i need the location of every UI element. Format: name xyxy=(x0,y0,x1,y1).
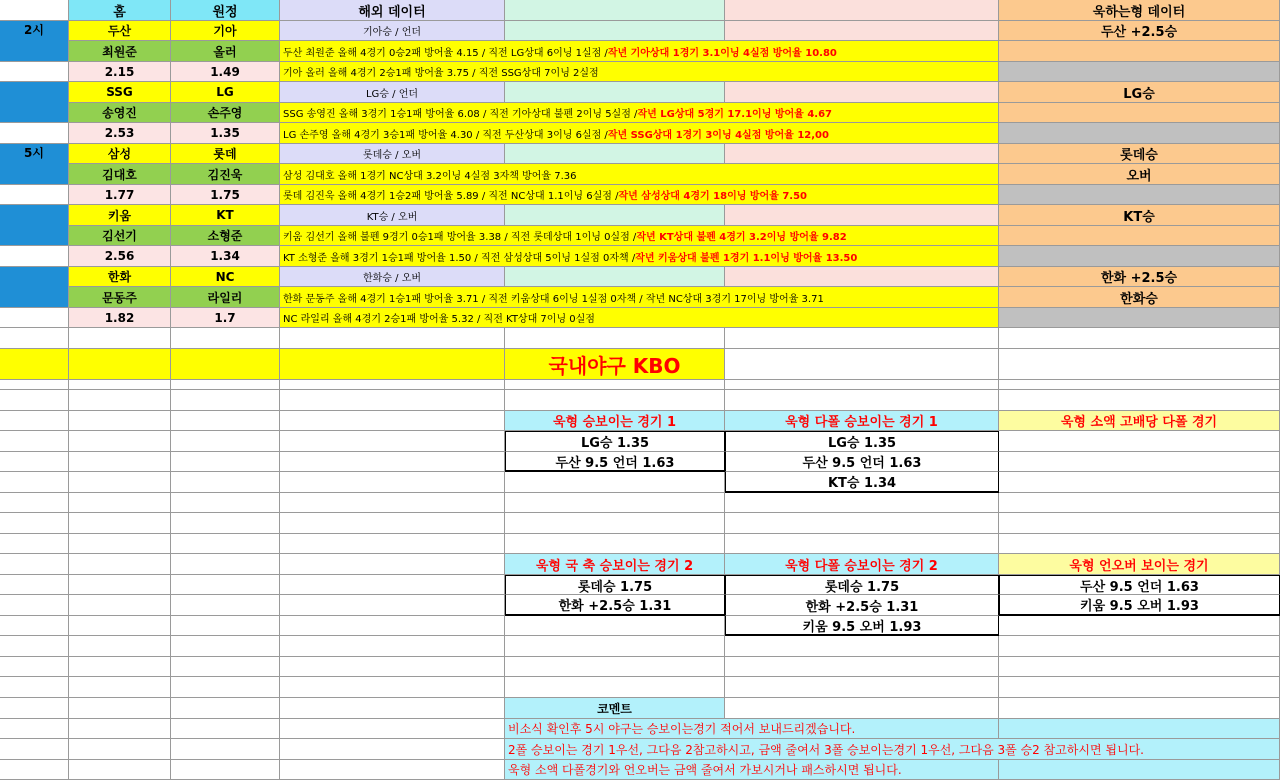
home-pitcher-desc: SSG 송영진 올해 3경기 1승1패 방어율 6.08 / 직전 기아상대 불펜 2이닝 5실점 / xyxy=(283,109,638,120)
home-team[interactable]: 삼성 xyxy=(69,144,171,164)
empty-cell xyxy=(0,739,69,760)
home-pitcher: 김선기 xyxy=(69,226,171,246)
wook-data-extra: 오버 xyxy=(999,164,1280,185)
empty-cell xyxy=(69,452,171,472)
empty-cell xyxy=(0,698,69,719)
away-pitcher: 손주영 xyxy=(171,103,280,123)
empty-cell xyxy=(505,493,725,513)
empty-cell xyxy=(505,144,725,164)
away-team[interactable]: NC xyxy=(171,267,280,287)
away-pitcher-desc: 롯데 김진욱 올해 4경기 1승2패 방어율 5.89 / 직전 NC상대 1.1이닝 6실점 / xyxy=(283,191,619,202)
empty-cell xyxy=(171,739,280,760)
empty-cell xyxy=(505,390,725,411)
home-pitcher-desc-highlight: 작년 LG상대 5경기 17.1이닝 방어율 4.67 xyxy=(637,109,832,120)
empty-cell xyxy=(171,431,280,452)
empty-cell xyxy=(505,636,725,657)
home-pitcher-desc-highlight: 작년 KT상대 불펜 4경기 3.2이닝 방어율 9.82 xyxy=(636,232,847,243)
gray-cell xyxy=(999,246,1280,267)
pick-block-title: 욱형 승보이는 경기 1 xyxy=(505,411,725,431)
empty-cell xyxy=(0,534,69,554)
empty-cell xyxy=(69,657,171,677)
empty-cell xyxy=(69,719,171,739)
header-col5 xyxy=(505,0,725,21)
empty-cell xyxy=(725,349,999,380)
empty-cell xyxy=(505,21,725,41)
empty-cell xyxy=(999,698,1280,719)
game-time: 5시 xyxy=(0,144,69,185)
empty-cell xyxy=(171,411,280,431)
empty-cell xyxy=(505,657,725,677)
empty-cell xyxy=(999,636,1280,657)
away-pitcher: 라일리 xyxy=(171,287,280,308)
empty-cell xyxy=(999,657,1280,677)
away-pitcher-desc-highlight: 작년 삼성상대 4경기 18이닝 방어율 7.50 xyxy=(618,191,808,202)
empty-cell xyxy=(171,349,280,380)
home-pitcher-stats xyxy=(280,41,999,62)
away-team[interactable]: 기아 xyxy=(171,21,280,41)
empty-cell xyxy=(171,595,280,616)
empty-cell xyxy=(0,185,69,205)
comment-label: 코멘트 xyxy=(505,698,725,719)
home-pitcher: 문동주 xyxy=(69,287,171,308)
empty-cell xyxy=(725,328,999,349)
empty-cell xyxy=(171,493,280,513)
comment-line: 2폴 승보이는 경기 1우선, 그다음 2참고하시고, 금액 줄여서 3폴 승보이는경기 1우선, 그다음 3폴 승2 참고하시면 됩니다. xyxy=(505,739,1280,760)
gray-cell xyxy=(999,123,1280,144)
empty-cell xyxy=(999,719,1280,739)
empty-cell xyxy=(69,328,171,349)
empty-cell xyxy=(0,616,69,636)
away-pitcher: 김진욱 xyxy=(171,164,280,185)
empty-cell xyxy=(171,534,280,554)
home-odds: 1.82 xyxy=(69,308,171,328)
header-wook-data: 욱하는형 데이터 xyxy=(999,0,1280,21)
empty-cell xyxy=(280,472,505,493)
empty-cell xyxy=(171,760,280,780)
away-pitcher-desc: KT 소형준 올해 3경기 1승1패 방어율 1.50 / 직전 삼성상대 5이닝 1실점 0자책 / xyxy=(283,252,636,264)
empty-cell xyxy=(280,595,505,616)
empty-cell xyxy=(171,575,280,595)
empty-cell xyxy=(999,349,1280,380)
empty-cell xyxy=(0,390,69,411)
empty-cell xyxy=(171,390,280,411)
home-odds: 1.77 xyxy=(69,185,171,205)
empty-cell xyxy=(505,677,725,698)
corner-cell xyxy=(0,0,69,21)
home-pitcher-stats xyxy=(280,287,999,308)
wook-data-extra: 한화승 xyxy=(999,287,1280,308)
empty-cell xyxy=(280,452,505,472)
empty-cell xyxy=(0,677,69,698)
empty-cell xyxy=(0,431,69,452)
comment-line: 비소식 확인후 5시 야구는 승보이는경기 적어서 보내드리겠습니다. xyxy=(505,719,999,739)
empty-cell xyxy=(280,616,505,636)
empty-cell xyxy=(280,575,505,595)
home-pitcher: 최원준 xyxy=(69,41,171,62)
header-col6 xyxy=(725,0,999,21)
wook-pick: KT승 xyxy=(999,205,1280,226)
pick-item[interactable]: 두산 9.5 언더 1.63 xyxy=(725,452,999,472)
pick-item[interactable]: 한화 +2.5승 1.31 xyxy=(505,595,725,616)
pick-block-title: 욱형 다폴 승보이는 경기 1 xyxy=(725,411,999,431)
pick-item[interactable]: 롯데승 1.75 xyxy=(725,575,999,595)
pick-block-title: 욱형 언오버 보이는 경기 xyxy=(999,554,1280,575)
away-pitcher-desc-highlight: 작년 키움상대 불펜 1경기 1.1이닝 방어율 13.50 xyxy=(635,252,858,264)
empty-cell xyxy=(280,431,505,452)
home-pitcher-stats xyxy=(280,226,999,246)
empty-cell xyxy=(725,144,999,164)
pick-item[interactable]: 두산 9.5 언더 1.63 xyxy=(999,575,1280,595)
away-pitcher-stats xyxy=(280,246,999,267)
game-time xyxy=(0,82,69,123)
empty-cell xyxy=(999,493,1280,513)
pick-item[interactable]: 두산 9.5 언더 1.63 xyxy=(505,452,725,472)
empty-cell xyxy=(0,719,69,739)
empty-cell xyxy=(0,472,69,493)
empty-cell xyxy=(280,554,505,575)
pick-item[interactable]: 키움 9.5 오버 1.93 xyxy=(725,616,999,636)
away-odds: 1.49 xyxy=(171,62,280,82)
away-pitcher-stats xyxy=(280,308,999,328)
empty-cell xyxy=(69,349,171,380)
empty-cell xyxy=(280,739,505,760)
empty-cell xyxy=(999,677,1280,698)
empty-cell xyxy=(999,390,1280,411)
empty-cell xyxy=(171,472,280,493)
wook-pick: 두산 +2.5승 xyxy=(999,21,1280,41)
empty-cell xyxy=(280,493,505,513)
empty-cell xyxy=(0,411,69,431)
empty-cell xyxy=(280,390,505,411)
pick-item[interactable]: LG승 1.35 xyxy=(725,431,999,452)
empty-cell xyxy=(69,390,171,411)
header-overseas: 해외 데이터 xyxy=(280,0,505,21)
home-pitcher-desc: 삼성 김대호 올해 1경기 NC상대 3.2이닝 4실점 3자책 방어율 7.36 xyxy=(283,170,577,182)
pick-block-title: 욱형 소액 고배당 다폴 경기 xyxy=(999,411,1280,431)
overseas-pick: LG승 / 언더 xyxy=(280,82,505,103)
empty-cell xyxy=(69,595,171,616)
home-team[interactable]: 한화 xyxy=(69,267,171,287)
gray-cell xyxy=(999,308,1280,328)
game-time xyxy=(0,205,69,246)
empty-cell xyxy=(505,513,725,534)
header-home: 홈 xyxy=(69,0,171,21)
empty-cell xyxy=(69,760,171,780)
pick-block-title: 욱형 국 축 승보이는 경기 2 xyxy=(505,554,725,575)
empty-cell xyxy=(280,534,505,554)
kbo-title: 국내야구 KBO xyxy=(505,349,725,380)
empty-cell xyxy=(725,390,999,411)
empty-cell xyxy=(280,328,505,349)
empty-cell xyxy=(0,328,69,349)
away-pitcher-stats xyxy=(280,62,999,82)
pick-item[interactable]: 키움 9.5 오버 1.93 xyxy=(999,595,1280,616)
home-pitcher: 김대호 xyxy=(69,164,171,185)
empty-cell xyxy=(725,698,999,719)
header-away: 원정 xyxy=(171,0,280,21)
away-pitcher: 소형준 xyxy=(171,226,280,246)
home-pitcher: 송영진 xyxy=(69,103,171,123)
empty-cell xyxy=(505,534,725,554)
away-odds: 1.7 xyxy=(171,308,280,328)
empty-cell xyxy=(0,595,69,616)
empty-cell xyxy=(280,513,505,534)
empty-cell xyxy=(0,123,69,144)
empty-cell xyxy=(69,411,171,431)
wook-pick: 한화 +2.5승 xyxy=(999,267,1280,287)
game-time: 2시 xyxy=(0,21,69,62)
empty-cell xyxy=(505,328,725,349)
empty-cell xyxy=(280,636,505,657)
empty-cell xyxy=(69,472,171,493)
empty-cell xyxy=(0,657,69,677)
empty-cell xyxy=(999,760,1280,780)
empty-cell xyxy=(0,513,69,534)
empty-cell xyxy=(0,308,69,328)
empty-cell xyxy=(69,698,171,719)
empty-cell xyxy=(69,534,171,554)
empty-cell xyxy=(725,677,999,698)
empty-cell xyxy=(999,452,1280,472)
empty-cell xyxy=(0,493,69,513)
game-time xyxy=(0,267,69,308)
empty-cell xyxy=(725,205,999,226)
home-pitcher-desc-highlight: 작년 기아상대 1경기 3.1이닝 4실점 방어율 10.80 xyxy=(607,47,837,59)
away-pitcher-desc: 기아 올러 올해 4경기 2승1패 방어율 3.75 / 직전 SSG상대 7이닝 2실점 xyxy=(283,68,599,79)
empty-cell xyxy=(171,616,280,636)
home-team[interactable]: 두산 xyxy=(69,21,171,41)
wook-data-extra xyxy=(999,41,1280,62)
pick-item[interactable]: KT승 1.34 xyxy=(725,472,999,493)
away-team[interactable]: LG xyxy=(171,82,280,103)
wook-pick: LG승 xyxy=(999,82,1280,103)
overseas-pick: 한화승 / 오버 xyxy=(280,267,505,287)
empty-cell xyxy=(725,21,999,41)
empty-cell xyxy=(999,431,1280,452)
empty-cell xyxy=(69,677,171,698)
home-odds: 2.53 xyxy=(69,123,171,144)
empty-cell xyxy=(505,267,725,287)
empty-cell xyxy=(280,411,505,431)
empty-cell xyxy=(171,657,280,677)
home-pitcher-stats xyxy=(280,164,999,185)
empty-cell xyxy=(171,513,280,534)
empty-cell xyxy=(505,472,725,493)
empty-cell xyxy=(171,677,280,698)
away-team[interactable]: 롯데 xyxy=(171,144,280,164)
wook-data-extra xyxy=(999,226,1280,246)
empty-cell xyxy=(171,554,280,575)
empty-cell xyxy=(280,698,505,719)
gray-cell xyxy=(999,185,1280,205)
empty-cell xyxy=(505,82,725,103)
away-pitcher-desc-highlight: 작년 SSG상대 1경기 3이닝 4실점 방어율 12,00 xyxy=(607,129,829,141)
empty-cell xyxy=(69,431,171,452)
empty-cell xyxy=(725,82,999,103)
empty-cell xyxy=(69,554,171,575)
empty-cell xyxy=(280,677,505,698)
empty-cell xyxy=(0,62,69,82)
away-pitcher-desc: NC 라일리 올해 4경기 2승1패 방어율 5.32 / 직전 KT상대 7이닝 0실점 xyxy=(283,314,595,325)
away-team[interactable]: KT xyxy=(171,205,280,226)
empty-cell xyxy=(999,328,1280,349)
empty-cell xyxy=(725,636,999,657)
pick-item[interactable]: LG승 1.35 xyxy=(505,431,725,452)
empty-cell xyxy=(999,513,1280,534)
away-pitcher-stats xyxy=(280,185,999,205)
empty-cell xyxy=(280,719,505,739)
empty-cell xyxy=(171,636,280,657)
gray-cell xyxy=(999,62,1280,82)
empty-cell xyxy=(69,739,171,760)
empty-cell xyxy=(999,472,1280,493)
overseas-pick: 기아승 / 언더 xyxy=(280,21,505,41)
empty-cell xyxy=(999,534,1280,554)
empty-cell xyxy=(725,493,999,513)
empty-cell xyxy=(280,349,505,380)
empty-cell xyxy=(280,760,505,780)
empty-cell xyxy=(725,534,999,554)
home-odds: 2.15 xyxy=(69,62,171,82)
empty-cell xyxy=(505,205,725,226)
empty-cell xyxy=(69,616,171,636)
empty-cell xyxy=(0,575,69,595)
empty-cell xyxy=(999,616,1280,636)
home-team[interactable]: 키움 xyxy=(69,205,171,226)
home-pitcher-desc: 두산 최원준 올해 4경기 0승2패 방어율 4.15 / 직전 LG상대 6이닝 1실점 / xyxy=(283,47,608,59)
empty-cell xyxy=(171,452,280,472)
empty-cell xyxy=(171,698,280,719)
pick-block-title: 욱형 다폴 승보이는 경기 2 xyxy=(725,554,999,575)
empty-cell xyxy=(280,657,505,677)
away-pitcher-stats xyxy=(280,123,999,144)
empty-cell xyxy=(69,636,171,657)
empty-cell xyxy=(725,267,999,287)
home-team[interactable]: SSG xyxy=(69,82,171,103)
away-odds: 1.35 xyxy=(171,123,280,144)
overseas-pick: 롯데승 / 오버 xyxy=(280,144,505,164)
away-pitcher-desc: LG 손주영 올해 4경기 3승1패 방어율 4.30 / 직전 두산상대 3이닝 6실점 / xyxy=(283,129,608,141)
comment-line: 욱형 소액 다폴경기와 언오버는 금액 줄여서 가보시거나 패스하시면 됩니다. xyxy=(505,760,999,780)
empty-cell xyxy=(0,636,69,657)
home-pitcher-stats xyxy=(280,103,999,123)
empty-cell xyxy=(725,513,999,534)
empty-cell xyxy=(0,246,69,267)
away-pitcher: 올러 xyxy=(171,41,280,62)
pick-item[interactable]: 롯데승 1.75 xyxy=(505,575,725,595)
empty-cell xyxy=(0,349,69,380)
empty-cell xyxy=(505,616,725,636)
empty-cell xyxy=(171,328,280,349)
home-pitcher-desc: 한화 문동주 올해 4경기 1승1패 방어율 3.71 / 직전 키움상대 6이닝 1실점 0자책 / 작년 NC상대 3경기 17이닝 방어율 3.71 xyxy=(283,293,824,305)
empty-cell xyxy=(69,493,171,513)
empty-cell xyxy=(725,657,999,677)
pick-item[interactable]: 한화 +2.5승 1.31 xyxy=(725,595,999,616)
overseas-pick: KT승 / 오버 xyxy=(280,205,505,226)
empty-cell xyxy=(0,452,69,472)
wook-pick: 롯데승 xyxy=(999,144,1280,164)
away-odds: 1.34 xyxy=(171,246,280,267)
empty-cell xyxy=(171,719,280,739)
empty-cell xyxy=(69,575,171,595)
empty-cell xyxy=(0,760,69,780)
home-pitcher-desc: 키움 김선기 올해 불펜 9경기 0승1패 방어율 3.38 / 직전 롯데상대 1이닝 0실점 / xyxy=(283,232,637,243)
empty-cell xyxy=(69,513,171,534)
empty-cell xyxy=(0,554,69,575)
wook-data-extra xyxy=(999,103,1280,123)
away-odds: 1.75 xyxy=(171,185,280,205)
home-odds: 2.56 xyxy=(69,246,171,267)
